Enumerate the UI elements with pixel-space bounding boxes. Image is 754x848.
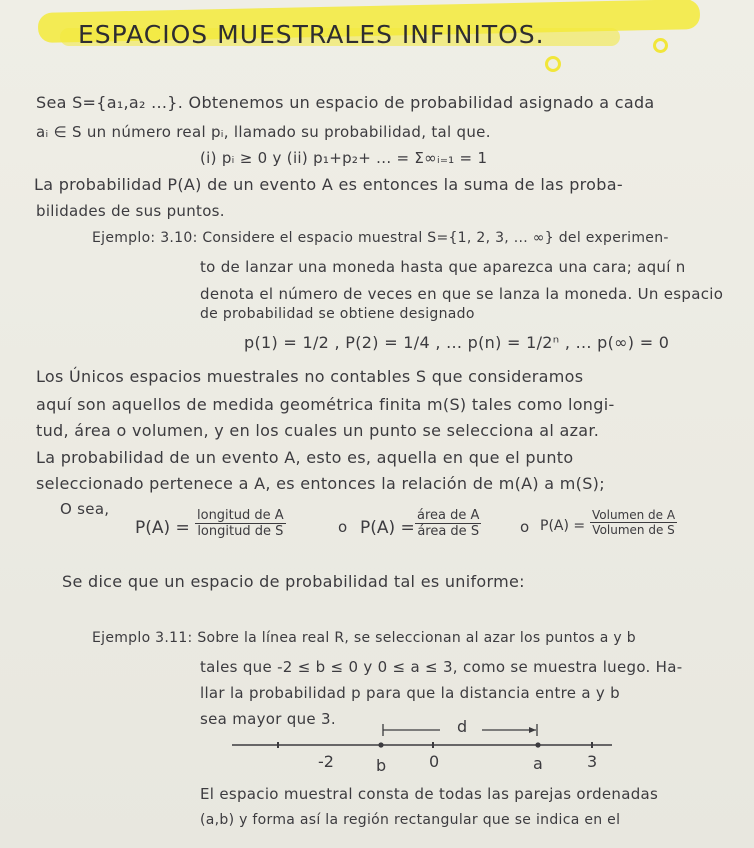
fraction-numerator: Volumen de A xyxy=(592,508,676,522)
text-line: (i) pᵢ ≥ 0 y (ii) p₁+p₂+ ... = Σ∞ᵢ₌₁ = 1 xyxy=(200,149,488,167)
text-line: aᵢ ∈ S un número real pᵢ, llamado su probabilidad, tal que. xyxy=(36,123,491,141)
text-line: Los Únicos espacios muestrales no contables S que consideramos xyxy=(36,367,584,386)
text-line: seleccionado pertenece a A, es entonces la relación de m(A) a m(S); xyxy=(36,474,605,493)
text-line: bilidades de sus puntos. xyxy=(36,202,225,220)
text-line: to de lanzar una moneda hasta que aparezca una cara; aquí n xyxy=(200,258,686,276)
formula-lhs: P(A) = xyxy=(540,518,586,534)
text-line: El espacio muestral consta de todas las parejas ordenadas xyxy=(200,785,659,803)
formula-or: o xyxy=(520,518,530,536)
text-line: O sea, xyxy=(60,500,110,518)
fraction-denominator: Volumen de S xyxy=(592,523,675,537)
page-title: ESPACIOS MUESTRALES INFINITOS. xyxy=(78,20,545,49)
equation-line: p(1) = 1/2 , P(2) = 1/4 , ... p(n) = 1/2ⁿ , ... p(∞) = 0 xyxy=(244,333,670,352)
fraction-numerator: longitud de A xyxy=(197,508,284,523)
fraction-denominator: área de S xyxy=(417,524,480,539)
point-b xyxy=(378,742,383,747)
text-line: sea mayor que 3. xyxy=(200,710,336,728)
fraction-denominator: longitud de S xyxy=(197,524,284,539)
axis-label-3: 3 xyxy=(587,752,598,771)
distance-label: d xyxy=(457,717,468,736)
text-line: Sea S={a₁,a₂ ...}. Obtenemos un espacio de probabilidad asignado a cada xyxy=(36,93,655,112)
axis-label-b: b xyxy=(376,756,387,775)
fraction-numerator: área de A xyxy=(417,508,480,523)
axis-label-minus2: -2 xyxy=(318,752,334,771)
axis-label-a: a xyxy=(533,754,543,773)
text-line: (a,b) y forma así la región rectangular que se indica en el xyxy=(200,812,621,828)
text-line: tales que -2 ≤ b ≤ 0 y 0 ≤ a ≤ 3, como se muestra luego. Ha- xyxy=(200,658,683,676)
text-line: Se dice que un espacio de probabilidad tal es uniforme: xyxy=(62,572,525,591)
text-line: aquí son aquellos de medida geométrica finita m(S) tales como longi- xyxy=(36,395,615,414)
text-line: denota el número de veces en que se lanza la moneda. Un espacio xyxy=(200,285,724,303)
text-line: tud, área o volumen, y en los cuales un punto se selecciona al azar. xyxy=(36,421,600,440)
text-line: Ejemplo 3.11: Sobre la línea real R, se seleccionan al azar los puntos a y b xyxy=(92,630,636,646)
formula-or: o xyxy=(338,518,348,536)
text-line: La probabilidad de un evento A, esto es, aquella en que el punto xyxy=(36,448,574,467)
axis-label-0: 0 xyxy=(429,752,440,771)
arrow-head xyxy=(529,727,536,733)
formula-lhs: P(A) = xyxy=(135,518,190,538)
text-line: La probabilidad P(A) de un evento A es entonces la suma de las proba- xyxy=(34,175,623,194)
text-line: Ejemplo: 3.10: Considere el espacio muestral S={1, 2, 3, ... ∞} del experimen- xyxy=(92,230,669,246)
formula-lhs: P(A) = xyxy=(360,518,415,538)
text-line: de probabilidad se obtiene designado xyxy=(200,306,475,322)
text-line: llar la probabilidad p para que la distancia entre a y b xyxy=(200,684,620,702)
point-a xyxy=(535,742,540,747)
